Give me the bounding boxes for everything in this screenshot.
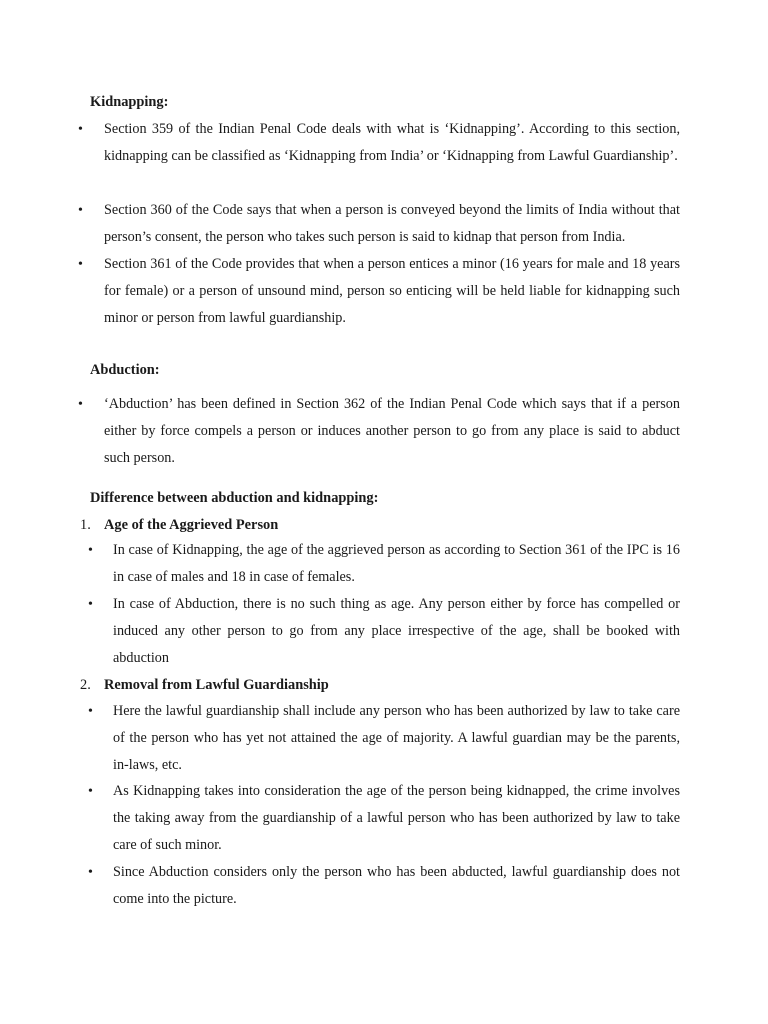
difference-item-1-bullet-2 <box>88 591 680 672</box>
kidnapping-heading: Kidnapping: <box>90 94 169 110</box>
difference-item-2-heading <box>80 676 329 694</box>
bullet-icon: • <box>78 397 83 412</box>
bullet-icon: • <box>88 704 93 719</box>
difference-item-2-bullet-1 <box>88 698 680 779</box>
difference-item-1-bullet-1 <box>88 537 680 591</box>
item-title: Age of the Aggrieved Person <box>104 517 279 533</box>
bullet-text: ‘Abduction’ has been defined in Section 362 of the Indian Penal Code which says that if a person either by force compels a person or induces another person to go from any place is said to abduct such person. <box>104 396 680 466</box>
bullet-icon: • <box>78 203 83 218</box>
bullet-text: Since Abduction considers only the person who has been abducted, lawful guardianship does not come into the picture. <box>113 864 680 907</box>
bullet-text: Here the lawful guardianship shall include any person who has been authorized by law to take care of the person who has yet not attained the age of majority. A lawful guardian may be the parents, in-laws, etc. <box>113 703 680 773</box>
bullet-text: Section 361 of the Code provides that when a person entices a minor (16 years for male and 18 years for female) or a person of unsound mind, person so enticing will be held liable for kidnapping such minor or person from lawful guardianship. <box>104 256 680 326</box>
bullet-text: In case of Abduction, there is no such thing as age. Any person either by force has compelled or induced any other person to go from any place irrespective of the age, shall be booked with abduction <box>113 596 680 666</box>
item-number: 1. <box>80 517 91 533</box>
item-number: 2. <box>80 677 91 693</box>
difference-heading: Difference between abduction and kidnapping: <box>90 490 379 506</box>
difference-item-2-bullet-2 <box>88 778 680 859</box>
abduction-heading: Abduction: <box>90 362 160 378</box>
bullet-text: Section 360 of the Code says that when a person is conveyed beyond the limits of India without that person’s consent, the person who takes such person is said to kidnap that person from India. <box>104 202 680 245</box>
bullet-icon: • <box>88 597 93 612</box>
kidnapping-bullet-2 <box>78 197 680 251</box>
bullet-text: Section 359 of the Indian Penal Code deals with what is ‘Kidnapping’. According to this section, kidnapping can be classified as ‘Kidnapping from India’ or ‘Kidnapping from Lawful Guardianship’. <box>104 121 680 164</box>
bullet-icon: • <box>78 122 83 137</box>
bullet-icon: • <box>88 865 93 880</box>
bullet-text: In case of Kidnapping, the age of the aggrieved person as according to Section 361 of the IPC is 16 in case of males and 18 in case of females. <box>113 542 680 585</box>
difference-item-2-bullet-3 <box>88 859 680 913</box>
kidnapping-bullet-3 <box>78 251 680 332</box>
bullet-text: As Kidnapping takes into consideration the age of the person being kidnapped, the crime involves the taking away from the guardianship of a lawful person who has been authorized by law to take care of such minor. <box>113 783 680 853</box>
item-title: Removal from Lawful Guardianship <box>104 677 329 693</box>
abduction-bullet-1 <box>78 391 680 472</box>
kidnapping-bullet-1 <box>78 116 680 170</box>
bullet-icon: • <box>78 257 83 272</box>
bullet-icon: • <box>88 543 93 558</box>
bullet-icon: • <box>88 784 93 799</box>
difference-item-1-heading <box>80 516 278 534</box>
